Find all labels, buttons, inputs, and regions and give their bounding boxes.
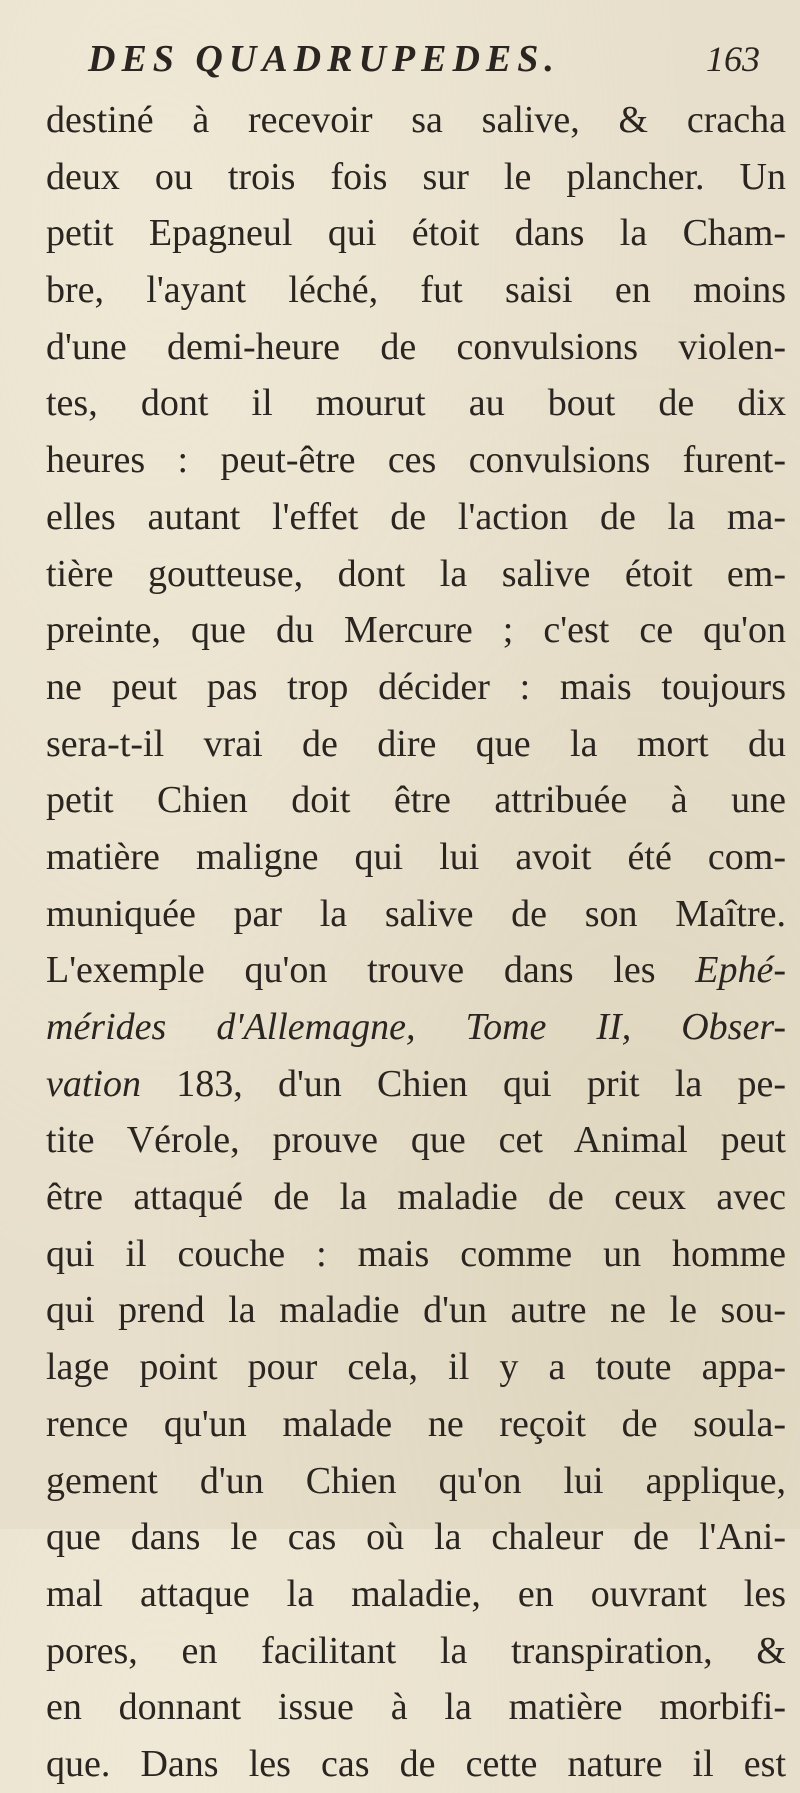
text-line — [46, 262, 786, 319]
text-line — [46, 1282, 786, 1339]
text-line — [46, 1679, 786, 1736]
text-line — [46, 92, 786, 149]
text-line — [46, 829, 786, 886]
text-line — [46, 886, 786, 943]
text-segment: être attaqué de la maladie de ceux avec — [46, 1176, 786, 1219]
text-segment: L'exemple qu'on trouve dans les — [46, 949, 696, 992]
text-segment: 183, d'un Chien qui prit la pe- — [140, 1062, 786, 1105]
text-segment: gement d'un Chien qu'on lui applique, — [46, 1459, 786, 1502]
text-line — [46, 149, 786, 206]
text-segment: que. Dans les cas de cette nature il est — [46, 1742, 786, 1785]
text-line — [46, 1226, 786, 1283]
text-line — [46, 1623, 786, 1680]
text-segment: ne peut pas trop décider : mais toujours — [46, 665, 786, 708]
text-line — [46, 1169, 786, 1226]
text-line — [46, 1509, 786, 1566]
text-line — [46, 205, 786, 262]
text-segment: tite Vérole, prouve que cet Animal peut — [46, 1119, 786, 1162]
text-line — [46, 999, 786, 1056]
text-segment: tes, dont il mourut au bout de dix — [46, 382, 786, 425]
text-segment: deux ou trois fois sur le plancher. Un — [46, 155, 786, 198]
text-line — [46, 1339, 786, 1396]
text-segment: mal attaque la maladie, en ouvrant les — [46, 1572, 786, 1615]
text-line — [46, 1453, 786, 1510]
running-head — [0, 34, 800, 94]
text-line — [46, 1056, 786, 1113]
text-segment: destiné à recevoir sa salive, & cracha — [46, 99, 786, 141]
text-segment: petit Chien doit être attribuée à une — [46, 779, 786, 822]
text-line — [46, 659, 786, 716]
text-line — [46, 1112, 786, 1169]
text-line — [46, 602, 786, 659]
text-segment: que dans le cas où la chaleur de l'Ani- — [46, 1516, 786, 1559]
text-segment: qui il couche : mais comme un homme — [46, 1232, 786, 1275]
running-title: DES QUADRUPEDES. — [88, 38, 560, 80]
text-segment: mérides d'Allemagne, Tome II, Obser- — [46, 1006, 786, 1048]
text-line — [46, 716, 786, 773]
text-segment: preinte, que du Mercure ; c'est ce qu'on — [46, 609, 786, 652]
text-segment: petit Epagneul qui étoit dans la Cham- — [46, 212, 786, 255]
text-segment: elles autant l'effet de l'action de la ma- — [46, 495, 786, 538]
text-line — [46, 1566, 786, 1623]
text-line — [46, 432, 786, 489]
text-line — [46, 489, 786, 546]
text-line — [46, 772, 786, 829]
text-segment: vation — [46, 1062, 141, 1105]
text-segment: lage point pour cela, il y a toute appa- — [46, 1346, 786, 1389]
text-segment: rence qu'un malade ne reçoit de soula- — [46, 1402, 786, 1445]
text-segment: muniquée par la salive de son Maître. — [46, 892, 786, 935]
text-line — [46, 1396, 786, 1453]
page-number: 163 — [706, 39, 760, 79]
text-segment: matière maligne qui lui avoit été com- — [46, 835, 786, 878]
text-line — [46, 375, 786, 432]
text-segment: Ephé- — [695, 949, 786, 992]
text-segment: qui prend la maladie d'un autre ne le sou- — [46, 1289, 786, 1332]
text-segment: sera-t-il vrai de dire que la mort du — [46, 722, 786, 765]
text-segment: d'une demi-heure de convulsions violen- — [46, 325, 786, 368]
text-segment: pores, en facilitant la transpiration, & — [46, 1629, 786, 1672]
text-line — [46, 942, 786, 999]
text-segment: bre, l'ayant léché, fut saisi en moins — [46, 269, 786, 312]
text-line — [46, 546, 786, 603]
text-line — [46, 319, 786, 376]
text-line — [46, 1736, 786, 1793]
text-segment: heures : peut-être ces convulsions furent- — [46, 439, 786, 482]
text-segment: en donnant issue à la matière morbifi- — [46, 1686, 786, 1729]
body-text — [46, 92, 786, 1793]
text-segment: tière goutteuse, dont la salive étoit em- — [46, 552, 786, 595]
